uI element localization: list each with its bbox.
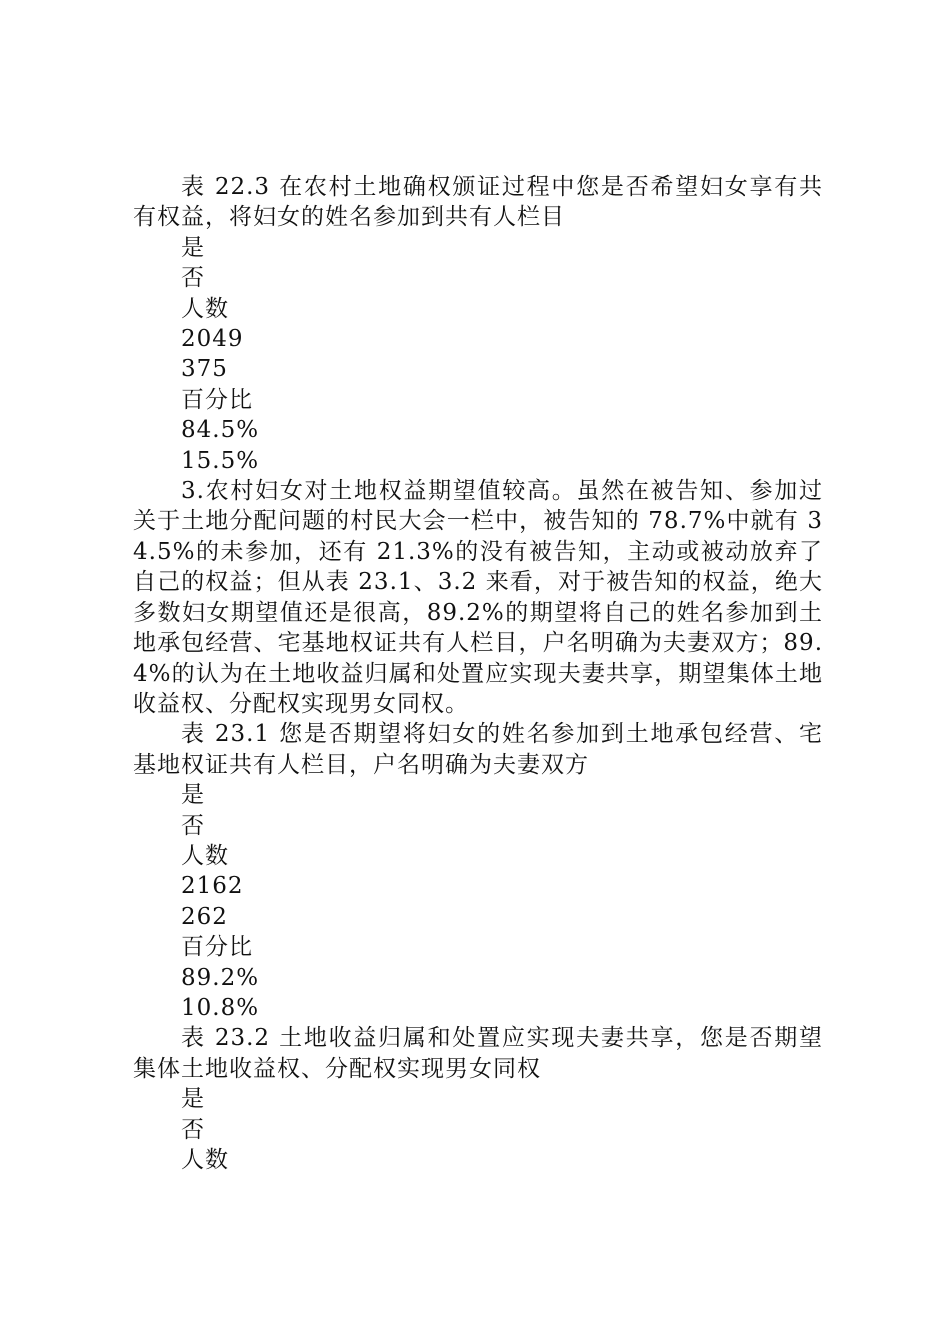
table-22-3-row2-label: 百分比 <box>181 386 253 413</box>
table-23-2-row1-label: 人数 <box>181 1147 229 1173</box>
table-22-3-row2-no: 15.5% <box>181 447 260 474</box>
table-22-3-col-no: 否 <box>181 265 205 292</box>
table-22-3-row1-no: 375 <box>181 356 228 383</box>
table-23-1-row2-label: 百分比 <box>181 934 253 961</box>
table-23-1-col-no: 否 <box>181 812 205 839</box>
table-22-3-row2-yes: 84.5% <box>181 417 260 444</box>
table-23-2-caption: 表 23.2 土地收益归属和处置应实现夫妻共享，您是否期望集体土地收益权、分配权实现男女同权 <box>133 1025 823 1082</box>
table-23-1-row1-label: 人数 <box>181 842 229 869</box>
table-22-3-col-yes: 是 <box>181 234 205 261</box>
table-22-3-caption: 表 22.3 在农村土地确权颁证过程中您是否希望妇女享有共有权益，将妇女的姓名参加到共有人栏目 <box>133 174 823 231</box>
table-23-1-row2-no: 10.8% <box>181 994 260 1021</box>
table-23-1-col-yes: 是 <box>181 782 205 809</box>
document-page <box>133 172 823 1175</box>
table-22-3-row1-label: 人数 <box>181 295 229 322</box>
table-23-1-row2-yes: 89.2% <box>181 964 260 991</box>
table-23-1-row1-yes: 2162 <box>181 873 244 900</box>
paragraph-3: 3.农村妇女对土地权益期望值较高。虽然在被告知、参加过关于土地分配问题的村民大会一栏中，被告知的 78.7%中就有 34.5%的未参加，还有 21.3%的没有被告知，主动或被动放弃了自己的权益；但从表 23.1、3.2 来看，对于被告知的权益，绝大多数妇女期望值还是很高，89.2%的期望将自己的姓名参加到土地承包经营、宅基地权证共有人栏目，户名明确为夫妻双方；89.4%的认为在土地收益归属和处置应实现夫妻共享，期望集体土地收益权、分配权实现男女同权。 <box>133 478 823 717</box>
table-23-1-row1-no: 262 <box>181 903 228 930</box>
table-23-2-col-no: 否 <box>181 1116 205 1143</box>
table-23-2-col-yes: 是 <box>181 1086 205 1113</box>
table-22-3-row1-yes: 2049 <box>181 326 244 353</box>
table-23-1-caption: 表 23.1 您是否期望将妇女的姓名参加到土地承包经营、宅基地权证共有人栏目，户名明确为夫妻双方 <box>133 721 823 778</box>
